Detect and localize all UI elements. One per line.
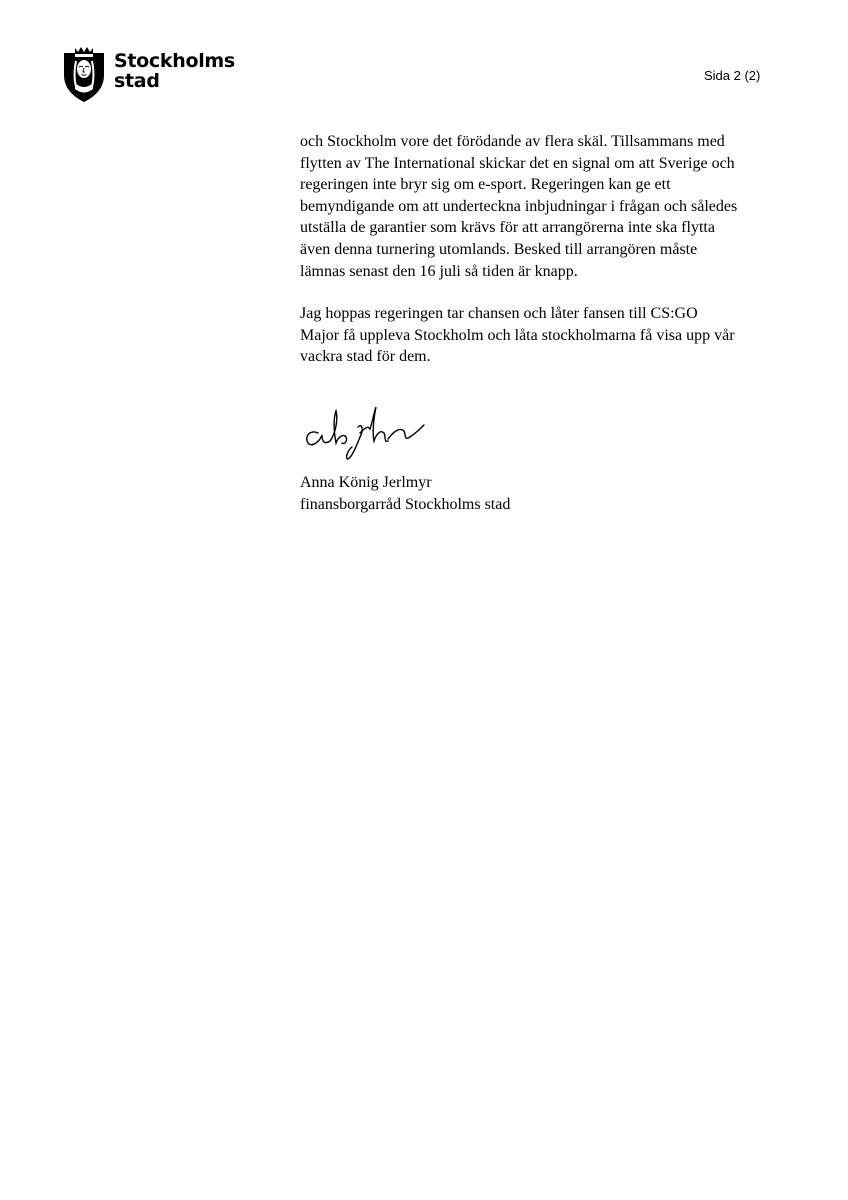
text-line: lämnas senast den 16 juli så tiden är knapp. xyxy=(300,262,578,280)
stockholms-stad-logo xyxy=(62,45,235,105)
text-line: utställa de garantier som krävs för att arrangörerna inte ska flytta xyxy=(300,219,715,237)
paragraph-1 xyxy=(300,131,780,282)
page-number: Sida 2 (2) xyxy=(704,68,761,83)
letter-body xyxy=(300,131,780,389)
signatory-title: finansborgarråd Stockholms stad xyxy=(300,496,511,513)
text-line: bemyndigande om att underteckna inbjudningar i frågan och således xyxy=(300,197,738,215)
coat-of-arms-icon xyxy=(62,45,106,103)
paragraph-2 xyxy=(300,303,780,368)
text-line: flytten av The International skickar det en signal om att Sverige och xyxy=(300,154,735,172)
text-line: regeringen inte bryr sig om e-sport. Regeringen kan ge ett xyxy=(300,176,671,194)
text-line: Major få uppleva Stockholm och låta stockholmarna få visa upp vår xyxy=(300,326,735,344)
text-line: vackra stad för dem. xyxy=(300,348,431,366)
handwritten-signature xyxy=(300,403,430,461)
signatory-name: Anna König Jerlmyr xyxy=(300,474,432,491)
logo-wordmark xyxy=(114,51,235,91)
signature-block xyxy=(300,472,510,516)
logo-wordmark-line-1: Stockholms xyxy=(114,50,235,72)
text-line: och Stockholm vore det förödande av flera skäl. Tillsammans med xyxy=(300,133,725,150)
logo-wordmark-line-2: stad xyxy=(114,70,160,92)
text-line: Jag hoppas regeringen tar chansen och låter fansen till CS:GO xyxy=(300,305,698,323)
text-line: även denna turnering utomlands. Besked till arrangören måste xyxy=(300,240,698,258)
